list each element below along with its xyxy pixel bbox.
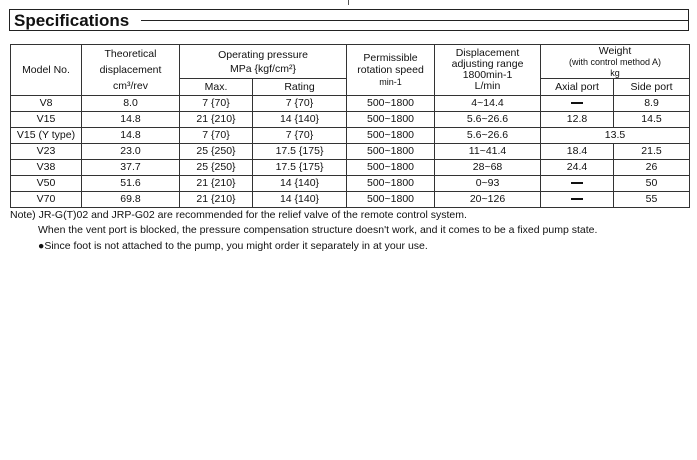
header-displacement-line: displacement — [99, 64, 162, 76]
cell-adjust-range: 28~68 — [435, 160, 541, 176]
header-adjust-speed: 1800min-1 — [462, 69, 513, 81]
table-row — [11, 112, 690, 128]
cell-displacement: 14.8 — [82, 128, 180, 144]
table-row — [11, 144, 690, 160]
header-displacement — [82, 45, 180, 96]
dash-mark — [571, 198, 583, 200]
title-rule — [141, 20, 689, 21]
cell-model: V15 — [11, 112, 82, 128]
cell-rotation-speed: 500~1800 — [347, 96, 435, 112]
cell-pressure-rating: 17.5 {175} — [253, 144, 347, 160]
cell-displacement: 51.6 — [82, 176, 180, 192]
cell-adjust-range: 0~93 — [435, 176, 541, 192]
cell-model: V38 — [11, 160, 82, 176]
cell-pressure-max: 7 {70} — [180, 96, 253, 112]
header-pressure-max: Max. — [180, 79, 253, 96]
dash-mark — [571, 182, 583, 184]
cell-weight-merged: 13.5 — [541, 128, 690, 144]
cell-adjust-range: 5.6~26.6 — [435, 128, 541, 144]
cell-pressure-rating: 14 {140} — [253, 192, 347, 208]
table-row — [11, 96, 690, 112]
cell-rotation-speed: 500~1800 — [347, 112, 435, 128]
cell-weight-side: 8.9 — [614, 96, 690, 112]
cell-pressure-rating: 7 {70} — [253, 96, 347, 112]
cell-pressure-rating: 14 {140} — [253, 176, 347, 192]
cell-displacement: 23.0 — [82, 144, 180, 160]
table-row — [11, 176, 690, 192]
page-top-tick — [348, 0, 349, 5]
header-rotation-line: Permissible — [363, 52, 418, 64]
cell-rotation-speed: 500~1800 — [347, 176, 435, 192]
table-row — [11, 160, 690, 176]
cell-pressure-max: 7 {70} — [180, 128, 253, 144]
cell-displacement: 14.8 — [82, 112, 180, 128]
cell-displacement: 8.0 — [82, 96, 180, 112]
cell-weight-side: 26 — [614, 160, 690, 176]
header-weight-note: (with control method A) — [569, 56, 662, 67]
header-weight-line: Weight — [598, 44, 632, 57]
note-line-1: Note) JR-G(T)02 and JRP-G02 are recommended for the relief valve of the remote control system. — [10, 209, 467, 221]
header-weight-unit: kg — [610, 67, 620, 78]
cell-weight-axial: 12.8 — [541, 112, 614, 128]
header-operating-pressure — [180, 45, 347, 79]
cell-weight-side: 14.5 — [614, 112, 690, 128]
header-weight-side: Side port — [614, 79, 690, 96]
cell-weight-axial — [541, 192, 614, 208]
cell-model: V23 — [11, 144, 82, 160]
cell-weight-side: 50 — [614, 176, 690, 192]
cell-pressure-max: 21 {210} — [180, 112, 253, 128]
note-line-3: ●Since foot is not attached to the pump, you might order it separately in at your use. — [38, 240, 428, 252]
cell-adjust-range: 11~41.4 — [435, 144, 541, 160]
cell-pressure-max: 21 {210} — [180, 192, 253, 208]
header-adjust-line: Displacement — [455, 47, 520, 59]
cell-pressure-max: 21 {210} — [180, 176, 253, 192]
cell-weight-axial: 18.4 — [541, 144, 614, 160]
cell-pressure-rating: 14 {140} — [253, 112, 347, 128]
dash-mark — [571, 102, 583, 104]
cell-model: V15 (Y type) — [11, 128, 82, 144]
cell-model: V8 — [11, 96, 82, 112]
header-adjusting-range — [435, 45, 541, 96]
header-pressure-rating: Rating — [253, 79, 347, 96]
cell-weight-axial — [541, 96, 614, 112]
table-row — [11, 192, 690, 208]
header-weight-axial: Axial port — [541, 79, 614, 96]
header-rotation-line: rotation speed — [357, 64, 424, 76]
cell-rotation-speed: 500~1800 — [347, 128, 435, 144]
cell-model: V50 — [11, 176, 82, 192]
cell-weight-side: 21.5 — [614, 144, 690, 160]
header-adjust-line: adjusting range — [451, 58, 524, 70]
specifications-table — [10, 44, 690, 208]
cell-rotation-speed: 500~1800 — [347, 144, 435, 160]
section-title-box — [9, 9, 689, 31]
note-line-2: When the vent port is blocked, the pressure compensation structure doesn't work, and it comes to be a fixed pump state. — [38, 224, 598, 236]
header-weight — [541, 45, 690, 79]
cell-weight-axial: 24.4 — [541, 160, 614, 176]
cell-pressure-rating: 7 {70} — [253, 128, 347, 144]
cell-weight-side: 55 — [614, 192, 690, 208]
cell-adjust-range: 5.6~26.6 — [435, 112, 541, 128]
cell-displacement: 37.7 — [82, 160, 180, 176]
cell-model: V70 — [11, 192, 82, 208]
header-pressure-unit: MPa {kgf/cm²} — [230, 62, 296, 75]
header-displacement-line: Theoretical — [104, 48, 157, 60]
table-row — [11, 128, 690, 144]
cell-pressure-max: 25 {250} — [180, 160, 253, 176]
header-row-1 — [11, 45, 690, 79]
cell-adjust-range: 4~14.4 — [435, 96, 541, 112]
cell-adjust-range: 20~126 — [435, 192, 541, 208]
header-rotation-unit: min-1 — [379, 77, 402, 87]
header-displacement-unit: cm³/rev — [113, 80, 148, 92]
section-title: Specifications — [14, 11, 130, 30]
cell-displacement: 69.8 — [82, 192, 180, 208]
cell-pressure-max: 25 {250} — [180, 144, 253, 160]
header-adjust-unit: L/min — [474, 80, 501, 92]
header-model: Model No. — [11, 45, 82, 96]
cell-weight-axial — [541, 176, 614, 192]
cell-pressure-rating: 17.5 {175} — [253, 160, 347, 176]
header-rotation-speed — [347, 45, 435, 96]
cell-rotation-speed: 500~1800 — [347, 192, 435, 208]
header-pressure-line: Operating pressure — [218, 48, 308, 61]
cell-rotation-speed: 500~1800 — [347, 160, 435, 176]
